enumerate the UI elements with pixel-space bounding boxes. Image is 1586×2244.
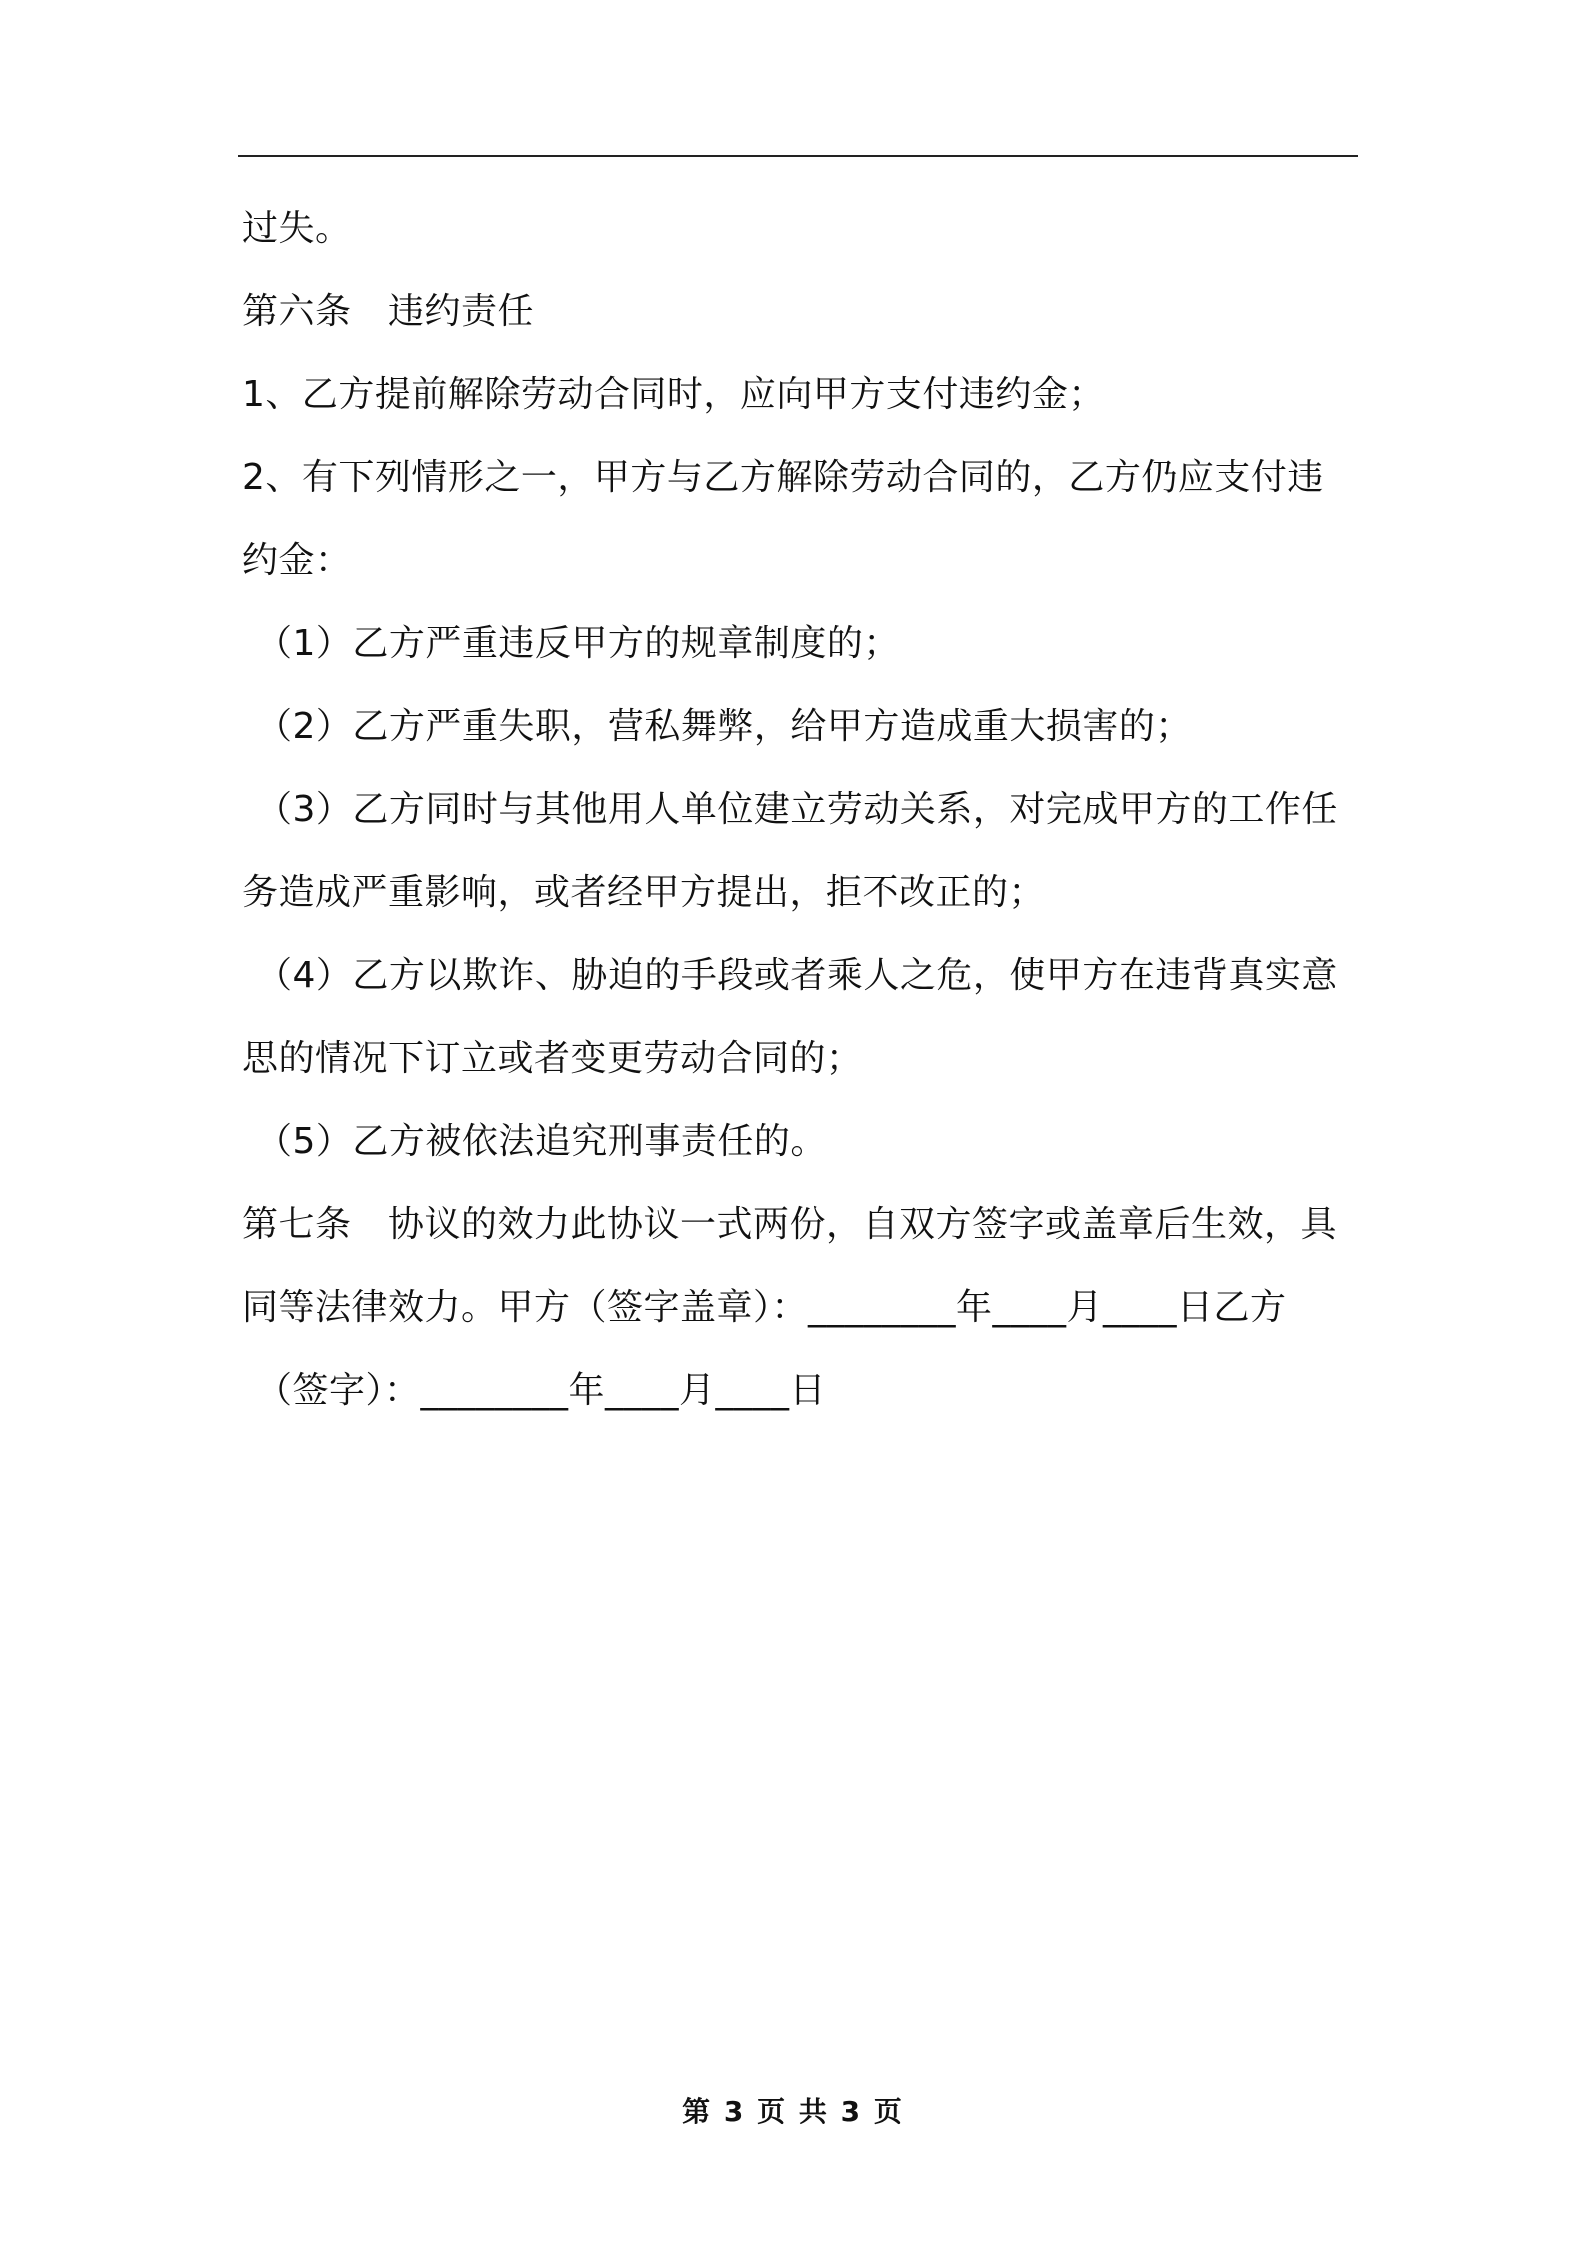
list-item: （4）乙方以欺诈、胁迫的手段或者乘人之危，使甲方在违背真实意 <box>256 955 1338 996</box>
list-item: （3）乙方同时与其他用人单位建立劳动关系，对完成甲方的工作任 <box>256 789 1338 830</box>
page-footer <box>0 2094 1586 2130</box>
text-line: 2、有下列情形之一，甲方与乙方解除劳动合同的，乙方仍应支付违 <box>242 457 1324 498</box>
signature-line: （签字）：________年____月____日 <box>256 1370 827 1411</box>
header-divider <box>238 155 1358 157</box>
text-line: 1、乙方提前解除劳动合同时，应向甲方支付违约金； <box>242 374 1105 415</box>
list-item: （2）乙方严重失职，营私舞弊，给甲方造成重大损害的； <box>256 706 1192 747</box>
list-item: （5）乙方被依法追究刑事责任的。 <box>256 1121 827 1162</box>
signature-line: 同等法律效力。甲方（签字盖章）：________年____月____日乙方 <box>242 1287 1287 1328</box>
text-line: 约金： <box>242 540 352 581</box>
text-line: 思的情况下订立或者变更劳动合同的； <box>242 1038 863 1079</box>
text-line: 务造成严重影响，或者经甲方提出，拒不改正的； <box>242 872 1046 913</box>
list-item: （1）乙方严重违反甲方的规章制度的； <box>256 623 900 664</box>
article-heading: 第六条 违约责任 <box>242 291 535 332</box>
article-heading: 第七条 协议的效力此协议一式两份，自双方签字或盖章后生效，具 <box>242 1204 1338 1245</box>
text-line: 过失。 <box>242 208 352 249</box>
page-number: 第 3 页 共 3 页 <box>682 2095 904 2128</box>
